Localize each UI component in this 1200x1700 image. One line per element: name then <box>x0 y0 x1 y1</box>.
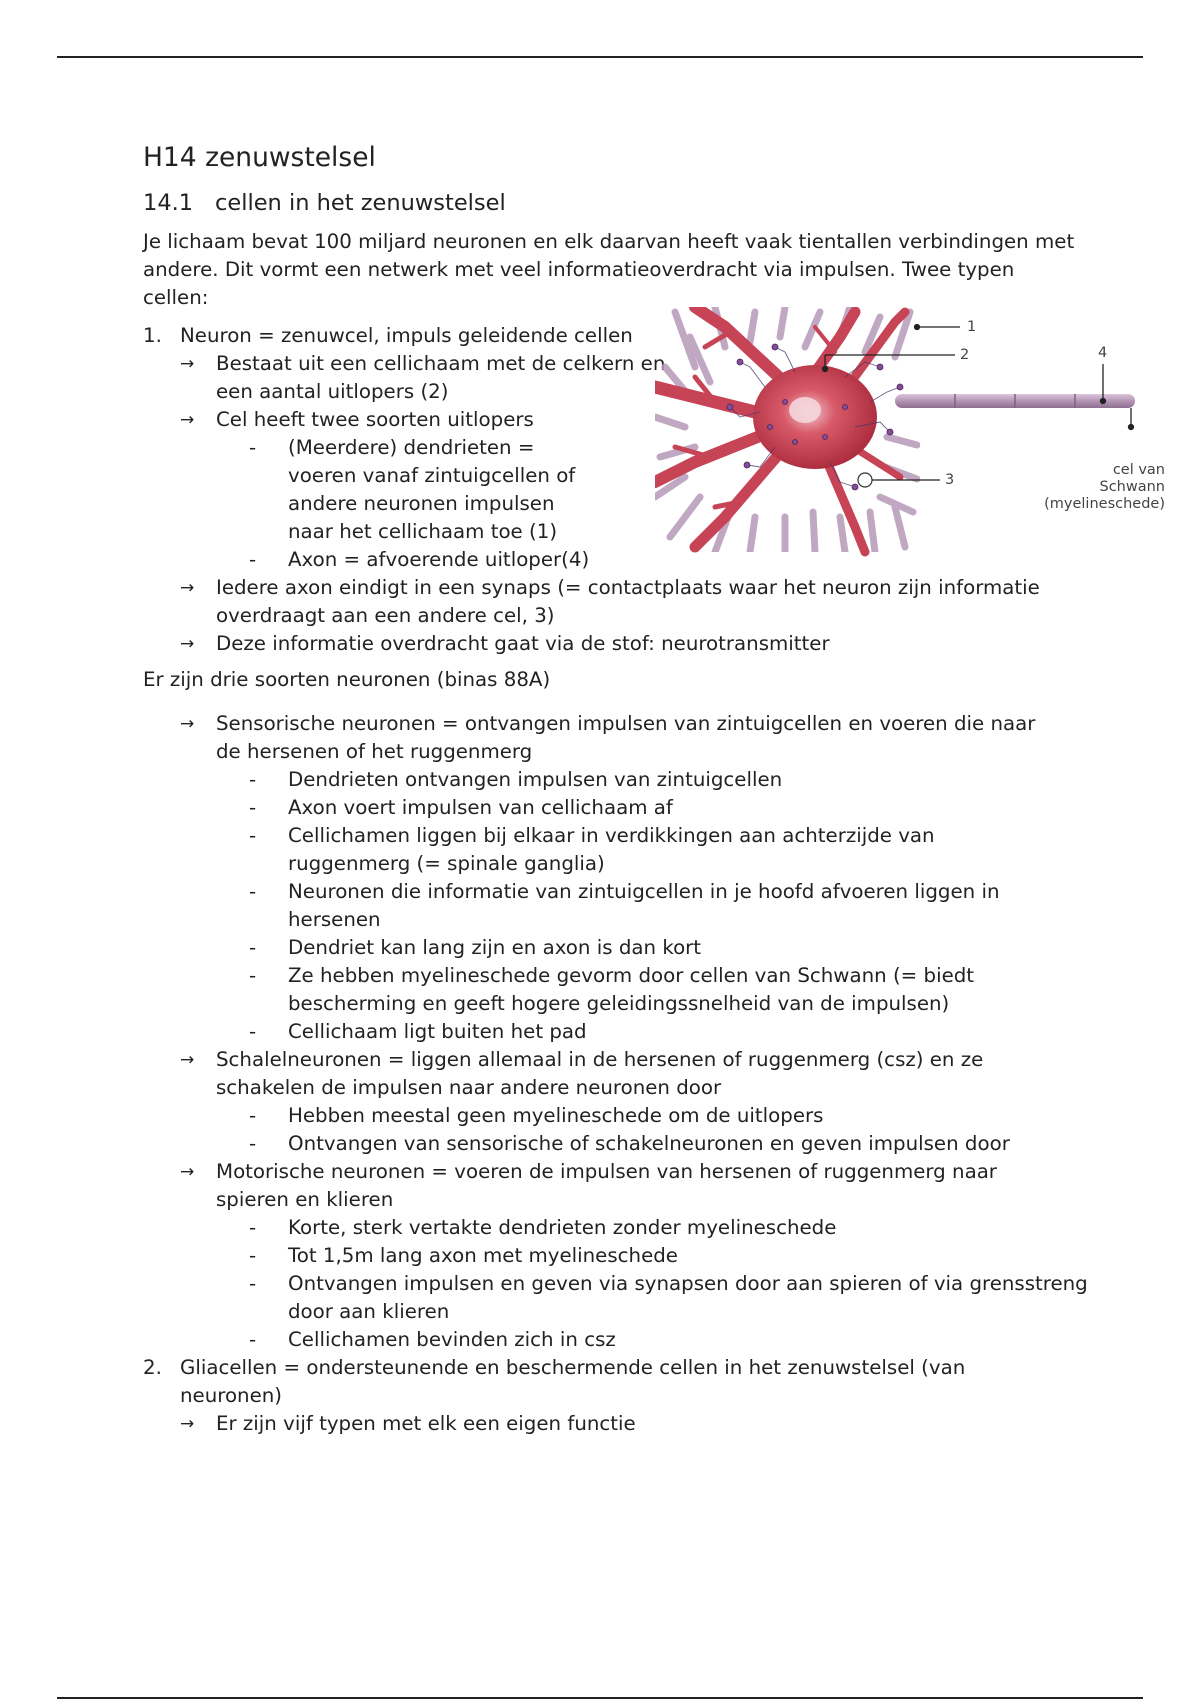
arrow-item-sensorisch: → Sensorische neuronen = ontvangen impulsen van zintuigcellen en voeren die naar de hersenen of het ruggenmerg <box>180 712 1036 763</box>
dash-item: - Hebben meestal geen myelineschede om de uitlopers <box>249 1104 824 1127</box>
arrow-item: → Er zijn vijf typen met elk een eigen functie <box>143 1410 1083 1438</box>
types-paragraph: Er zijn drie soorten neuronen (binas 88A) <box>143 668 551 691</box>
neuron-illustration <box>655 307 1175 557</box>
figure-label-2: 2 <box>960 347 970 363</box>
list-item-gliacellen: 2. Gliacellen = ondersteunende en beschermende cellen in het zenuwstelsel (van neuronen) <box>143 1356 966 1407</box>
dash-item: - Axon = afvoerende uitloper(4) <box>143 546 1083 574</box>
arrow-marker: → <box>180 1414 195 1434</box>
arrow-marker: → <box>180 634 195 654</box>
dash-item: - Ontvangen impulsen en geven via synapsen door aan spieren of via grensstreng door aan klieren <box>249 1272 1088 1323</box>
dash-item: - Korte, sterk vertakte dendrieten zonder myelineschede <box>249 1216 837 1239</box>
dash-marker: - <box>249 548 257 571</box>
section-heading <box>143 189 1083 217</box>
dash-item: - (Meerdere) dendrieten = voeren vanaf zintuigcellen of andere neuronen impulsen naar het cellichaam toe (1) <box>249 436 576 543</box>
dash-item: - Dendriet kan lang zijn en axon is dan kort <box>249 936 702 959</box>
arrow-item: → Bestaat uit een cellichaam met de celkern en een aantal uitlopers (2) <box>180 352 666 403</box>
arrow-marker: → <box>180 714 195 734</box>
dash-item: - Cellichaam ligt buiten het pad <box>249 1020 587 1043</box>
dash-marker: - <box>249 436 257 459</box>
schwann-label: cel van Schwann (myelineschede) <box>1044 462 1165 512</box>
dash-item: - Tot 1,5m lang axon met myelineschede <box>249 1244 678 1267</box>
dash-item: - Ontvangen van sensorische of schakelneuronen en geven impulsen door <box>249 1132 1010 1155</box>
bottom-rule <box>57 1697 1143 1699</box>
section-number: 14.1 <box>143 190 194 216</box>
arrow-item-motorisch: → Motorische neuronen = voeren de impulsen van hersenen of ruggenmerg naar spieren en klieren <box>180 1160 997 1211</box>
figure-label-3: 3 <box>945 472 955 488</box>
arrow-marker: → <box>180 1162 195 1182</box>
dash-item: - Axon voert impulsen van cellichaam af <box>249 796 673 819</box>
arrow-marker: → <box>180 410 195 430</box>
list-marker: 2. <box>143 1356 162 1379</box>
synapse-marker <box>858 473 872 487</box>
page-title: H14 zenuwstelsel <box>143 142 376 173</box>
arrow-item: → Cel heeft twee soorten uitlopers <box>143 406 670 434</box>
dash-item: - Dendrieten ontvangen impulsen van zintuigcellen <box>249 768 783 791</box>
list-marker: 1. <box>143 324 162 347</box>
dash-item: - Cellichamen bevinden zich in csz <box>249 1328 616 1351</box>
arrow-marker: → <box>180 354 195 374</box>
arrow-item: → Iedere axon eindigt in een synaps (= contactplaats waar het neuron zijn informatie overdraagt aan een andere cel, 3) <box>180 576 1040 627</box>
figure-label-1: 1 <box>967 319 977 335</box>
nucleus <box>789 397 821 423</box>
list-item-neuron: 1. Neuron = zenuwcel, impuls geleidende cellen <box>143 322 670 350</box>
arrow-item-schakel: → Schalelneuronen = liggen allemaal in de hersenen of ruggenmerg (csz) en ze schakelen de impulsen naar andere neuronen door <box>180 1048 984 1099</box>
intro-paragraph: Je lichaam bevat 100 miljard neuronen en elk daarvan heeft vaak tientallen verbindingen met andere. Dit vormt een netwerk met veel informatieoverdracht via impulsen. Twee typen cellen: <box>143 230 1075 309</box>
dash-item: - Ze hebben myelineschede gevorm door cellen van Schwann (= biedt bescherming en geeft hogere geleidingssnelheid van de impulsen) <box>249 964 975 1015</box>
top-rule <box>57 56 1143 58</box>
dash-item: - Cellichamen liggen bij elkaar in verdikkingen aan achterzijde van ruggenmerg (= spinale ganglia) <box>249 824 935 875</box>
arrow-marker: → <box>180 1050 195 1070</box>
arrow-item: → Deze informatie overdracht gaat via de stof: neurotransmitter <box>143 630 1083 658</box>
neuron-figure <box>655 307 1175 557</box>
figure-label-4: 4 <box>1098 345 1108 361</box>
section-title: cellen in het zenuwstelsel <box>215 190 506 216</box>
arrow-marker: → <box>180 578 195 598</box>
dash-item: - Neuronen die informatie van zintuigcellen in je hoofd afvoeren liggen in hersenen <box>249 880 1000 931</box>
